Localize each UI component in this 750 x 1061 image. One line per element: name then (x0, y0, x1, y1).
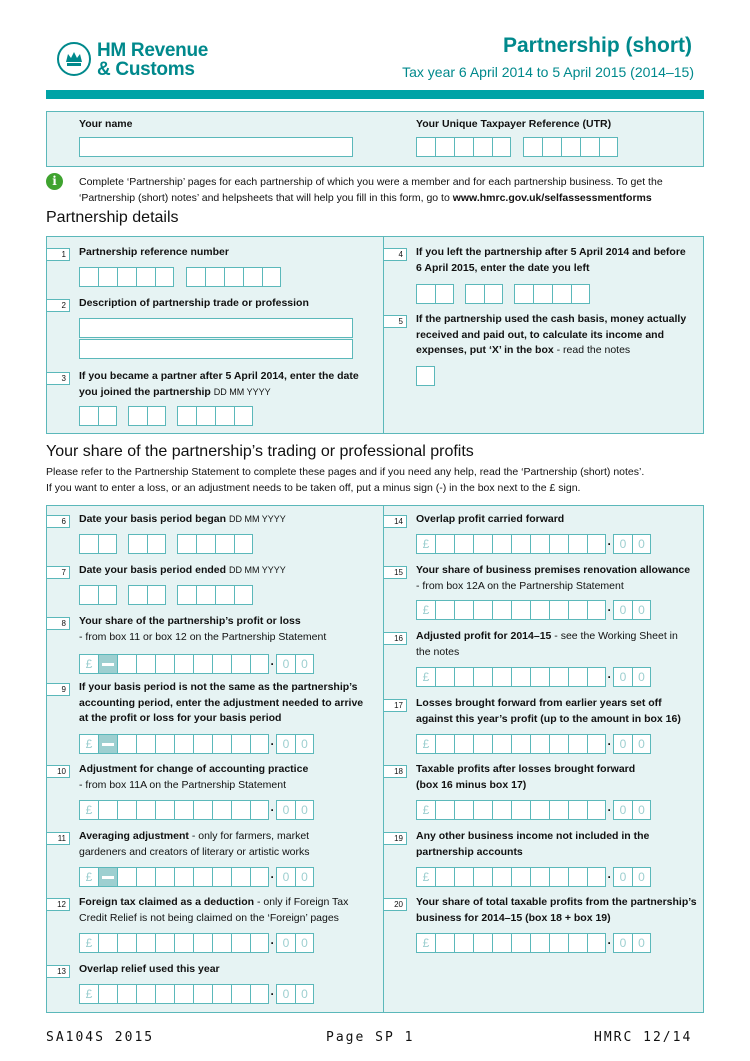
box16-label (416, 629, 686, 660)
decimal-point: · (270, 870, 275, 884)
pence-digit: 0 (613, 734, 632, 754)
box11-label (79, 829, 349, 860)
logo-line2: & Customs (97, 59, 195, 80)
box14-amount[interactable] (416, 534, 651, 554)
box17-amount[interactable] (416, 734, 651, 754)
box14-label: Overlap profit carried forward (416, 513, 565, 525)
box-number: 4 (383, 248, 407, 261)
box-number: 12 (46, 898, 70, 911)
box15-hint: - from box 12A on the Partnership Statement (416, 579, 624, 592)
box2-description-line1[interactable] (79, 318, 353, 338)
box16-amount[interactable] (416, 667, 651, 687)
box9-amount[interactable] (79, 734, 314, 754)
box10-label-text: Adjustment for change of accounting practice (79, 763, 309, 775)
box3-hint: DD MM YYYY (213, 386, 271, 397)
box12-label-text: Foreign tax claimed as a deduction (79, 896, 255, 908)
pence-digit: 0 (613, 600, 632, 620)
pound-sign: £ (79, 734, 98, 754)
pence-digit: 0 (295, 984, 314, 1004)
box7-hint: DD MM YYYY (228, 565, 286, 575)
form-title: Partnership (short) (502, 34, 692, 57)
box7-label (79, 563, 286, 579)
box10-hint: - from box 11A on the Partnership Statement (79, 778, 287, 791)
pound-sign: £ (79, 654, 98, 674)
pence-digit: 0 (276, 734, 295, 754)
pence-digit: 0 (295, 800, 314, 820)
box13-label: Overlap relief used this year (79, 963, 220, 975)
pence-digit: 0 (632, 667, 651, 687)
box11-hint: - only for farmers, market gardeners and creators of literary or artistic works (79, 830, 310, 858)
info-icon: i (46, 173, 63, 190)
box5-label (416, 312, 698, 359)
minus-sign-box[interactable] (98, 734, 117, 754)
box-number: 19 (383, 832, 407, 845)
pence-digit: 0 (295, 734, 314, 754)
box12-label (79, 895, 369, 926)
box8-hint: - from box 11 or box 12 on the Partnership Statement (79, 630, 327, 643)
box15-label-text: Your share of business premises renovation allowance (416, 564, 691, 576)
name-field[interactable] (79, 137, 353, 157)
profits-heading: Your share of the partnership’s trading or professional profits (46, 443, 474, 460)
pound-sign: £ (79, 984, 98, 1004)
box11-label-text: Averaging adjustment (79, 830, 189, 842)
minus-sign-box[interactable] (98, 867, 117, 887)
details-divider (383, 236, 384, 434)
pence-digit: 0 (632, 734, 651, 754)
profits-intro2: If you want to enter a loss, or an adjustment needs to be taken off, put a minus sign (-) in the box next to the £ sign. (46, 482, 581, 494)
pence-digit: 0 (276, 867, 295, 887)
header-rule (46, 90, 704, 99)
box-number: 6 (46, 515, 70, 528)
decimal-point: · (607, 803, 612, 817)
box6-month[interactable] (128, 534, 166, 554)
box6-label-text: Date your basis period began (79, 513, 227, 525)
box7-month[interactable] (128, 585, 166, 605)
box11-amount[interactable] (79, 867, 314, 887)
box7-day[interactable] (79, 585, 117, 605)
box2-description-line2[interactable] (79, 339, 353, 359)
box-number: 11 (46, 832, 70, 845)
pence-digit: 0 (613, 800, 632, 820)
footer-version: HMRC 12/14 (594, 1030, 693, 1045)
box5-cash-basis-checkbox[interactable] (416, 366, 435, 386)
utr-field-part1[interactable] (416, 137, 511, 157)
box3-day[interactable] (79, 406, 117, 426)
box12-hint: - only if Foreign Tax Credit Relief is not being claimed on the ‘Foreign’ pages (79, 896, 349, 924)
box7-year[interactable] (177, 585, 253, 605)
minus-sign-box[interactable] (98, 654, 117, 674)
pence-digit: 0 (613, 867, 632, 887)
box10-amount[interactable] (79, 800, 314, 820)
pound-sign: £ (79, 933, 98, 953)
box1-ref-part1[interactable] (79, 267, 174, 287)
box-number: 13 (46, 965, 70, 978)
pound-sign: £ (79, 867, 98, 887)
pence-digit: 0 (632, 534, 651, 554)
box-number: 18 (383, 765, 407, 778)
pence-digit: 0 (276, 984, 295, 1004)
info-text (79, 174, 704, 206)
box19-amount[interactable] (416, 867, 651, 887)
pence-digit: 0 (632, 933, 651, 953)
decimal-point: · (270, 657, 275, 671)
pence-digit: 0 (295, 933, 314, 953)
box-number: 17 (383, 699, 407, 712)
footer-page-number: Page SP 1 (326, 1030, 415, 1045)
box8-label-text: Your share of the partnership’s profit or loss (79, 615, 301, 627)
utr-field-part2[interactable] (523, 137, 618, 157)
box1-label: Partnership reference number (79, 246, 229, 258)
pound-sign: £ (416, 800, 435, 820)
box4-label: If you left the partnership after 5 April 2014 and before 6 April 2015, enter the date you left (416, 246, 686, 274)
box2-label: Description of partnership trade or profession (79, 297, 309, 309)
info-body: Complete ‘Partnership’ pages for each partnership of which you were a member and for each partnership business. To get the ‘Partnership (short) notes’ and helpsheets that will help you fill in this form, go to (79, 176, 663, 204)
box12-amount[interactable] (79, 933, 314, 953)
pence-digit: 0 (295, 867, 314, 887)
pound-sign: £ (416, 867, 435, 887)
box4-day[interactable] (416, 284, 454, 304)
box6-day[interactable] (79, 534, 117, 554)
box-number: 3 (46, 372, 70, 385)
pound-sign: £ (416, 600, 435, 620)
box-number: 2 (46, 299, 70, 312)
box-number: 1 (46, 248, 70, 261)
name-label: Your name (79, 118, 133, 130)
logo-line1: HM Revenue (97, 40, 209, 61)
box8-label (79, 614, 369, 645)
box3-month[interactable] (128, 406, 166, 426)
details-heading: Partnership details (46, 209, 179, 226)
box16-hint: - see the Working Sheet in the notes (416, 630, 678, 658)
box18-label: Taxable profits after losses brought forward (box 16 minus box 17) (416, 763, 636, 791)
pence-digit: 0 (613, 933, 632, 953)
decimal-point: · (270, 987, 275, 1001)
pence-digit: 0 (276, 933, 295, 953)
profits-intro1: Please refer to the Partnership Statement to complete these pages and if you need any help, read the ‘Partnership (short) notes’. (46, 466, 645, 478)
box8-amount[interactable] (79, 654, 314, 674)
decimal-point: · (607, 936, 612, 950)
footer-form-code: SA104S 2015 (46, 1030, 155, 1045)
pence-digit: 0 (613, 534, 632, 554)
box10-label (79, 762, 369, 793)
box16-label-text: Adjusted profit for 2014–15 (416, 630, 552, 642)
box4-month[interactable] (465, 284, 503, 304)
decimal-point: · (607, 537, 612, 551)
box5-hint: - read the notes (556, 344, 631, 356)
box-number: 15 (383, 566, 407, 579)
box17-label: Losses brought forward from earlier years set off against this year’s profit (up to the amount in box 16) (416, 697, 681, 725)
pound-sign: £ (416, 734, 435, 754)
info-link[interactable]: www.hmrc.gov.uk/selfassessmentforms (452, 192, 652, 204)
pound-sign: £ (416, 933, 435, 953)
pence-digit: 0 (613, 667, 632, 687)
box4-year[interactable] (514, 284, 590, 304)
box15-amount[interactable] (416, 600, 651, 620)
decimal-point: · (607, 670, 612, 684)
pence-digit: 0 (632, 600, 651, 620)
box7-label-text: Date your basis period ended (79, 564, 227, 576)
box15-label (416, 563, 706, 594)
utr-label: Your Unique Taxpayer Reference (UTR) (416, 118, 612, 130)
pence-digit: 0 (276, 654, 295, 674)
box1-ref-part2[interactable] (186, 267, 281, 287)
decimal-point: · (270, 936, 275, 950)
crown-icon (64, 49, 84, 69)
box19-label: Any other business income not included in the partnership accounts (416, 830, 650, 858)
box13-amount[interactable] (79, 984, 314, 1004)
box6-label (79, 512, 286, 528)
box-number: 14 (383, 515, 407, 528)
box3-year[interactable] (177, 406, 253, 426)
box6-hint: DD MM YYYY (228, 514, 286, 524)
pound-sign: £ (416, 667, 435, 687)
form-subtitle: Tax year 6 April 2014 to 5 April 2015 (2014–15) (402, 64, 694, 80)
box5-label-text: If the partnership used the cash basis, money actually received and paid out, to calculate its income and expenses, put ‘X’ in the box (416, 313, 687, 356)
pence-digit: 0 (295, 654, 314, 674)
box-number: 5 (383, 315, 407, 328)
decimal-point: · (607, 737, 612, 751)
box20-amount[interactable] (416, 933, 651, 953)
box-number: 16 (383, 632, 407, 645)
box-number: 7 (46, 566, 70, 579)
box6-year[interactable] (177, 534, 253, 554)
box18-amount[interactable] (416, 800, 651, 820)
box-number: 9 (46, 683, 70, 696)
box-number: 20 (383, 898, 407, 911)
pound-sign: £ (416, 534, 435, 554)
pence-digit: 0 (632, 867, 651, 887)
pence-digit: 0 (276, 800, 295, 820)
decimal-point: · (607, 603, 612, 617)
box3-label-text: If you became a partner after 5 April 2014, enter the date you joined the partnership (79, 370, 359, 398)
box9-label: If your basis period is not the same as the partnership’s accounting period, enter the adjustment needed to arrive at the profit or loss for your basis period (79, 681, 364, 724)
box-number: 8 (46, 617, 70, 630)
decimal-point: · (270, 803, 275, 817)
pence-digit: 0 (632, 800, 651, 820)
decimal-point: · (270, 737, 275, 751)
decimal-point: · (607, 870, 612, 884)
box-number: 10 (46, 765, 70, 778)
box20-label: Your share of total taxable profits from the partnership’s business for 2014–15 (box 18 + box 19) (416, 896, 697, 924)
profits-divider (383, 505, 384, 1013)
pound-sign: £ (79, 800, 98, 820)
box3-label (79, 369, 369, 400)
